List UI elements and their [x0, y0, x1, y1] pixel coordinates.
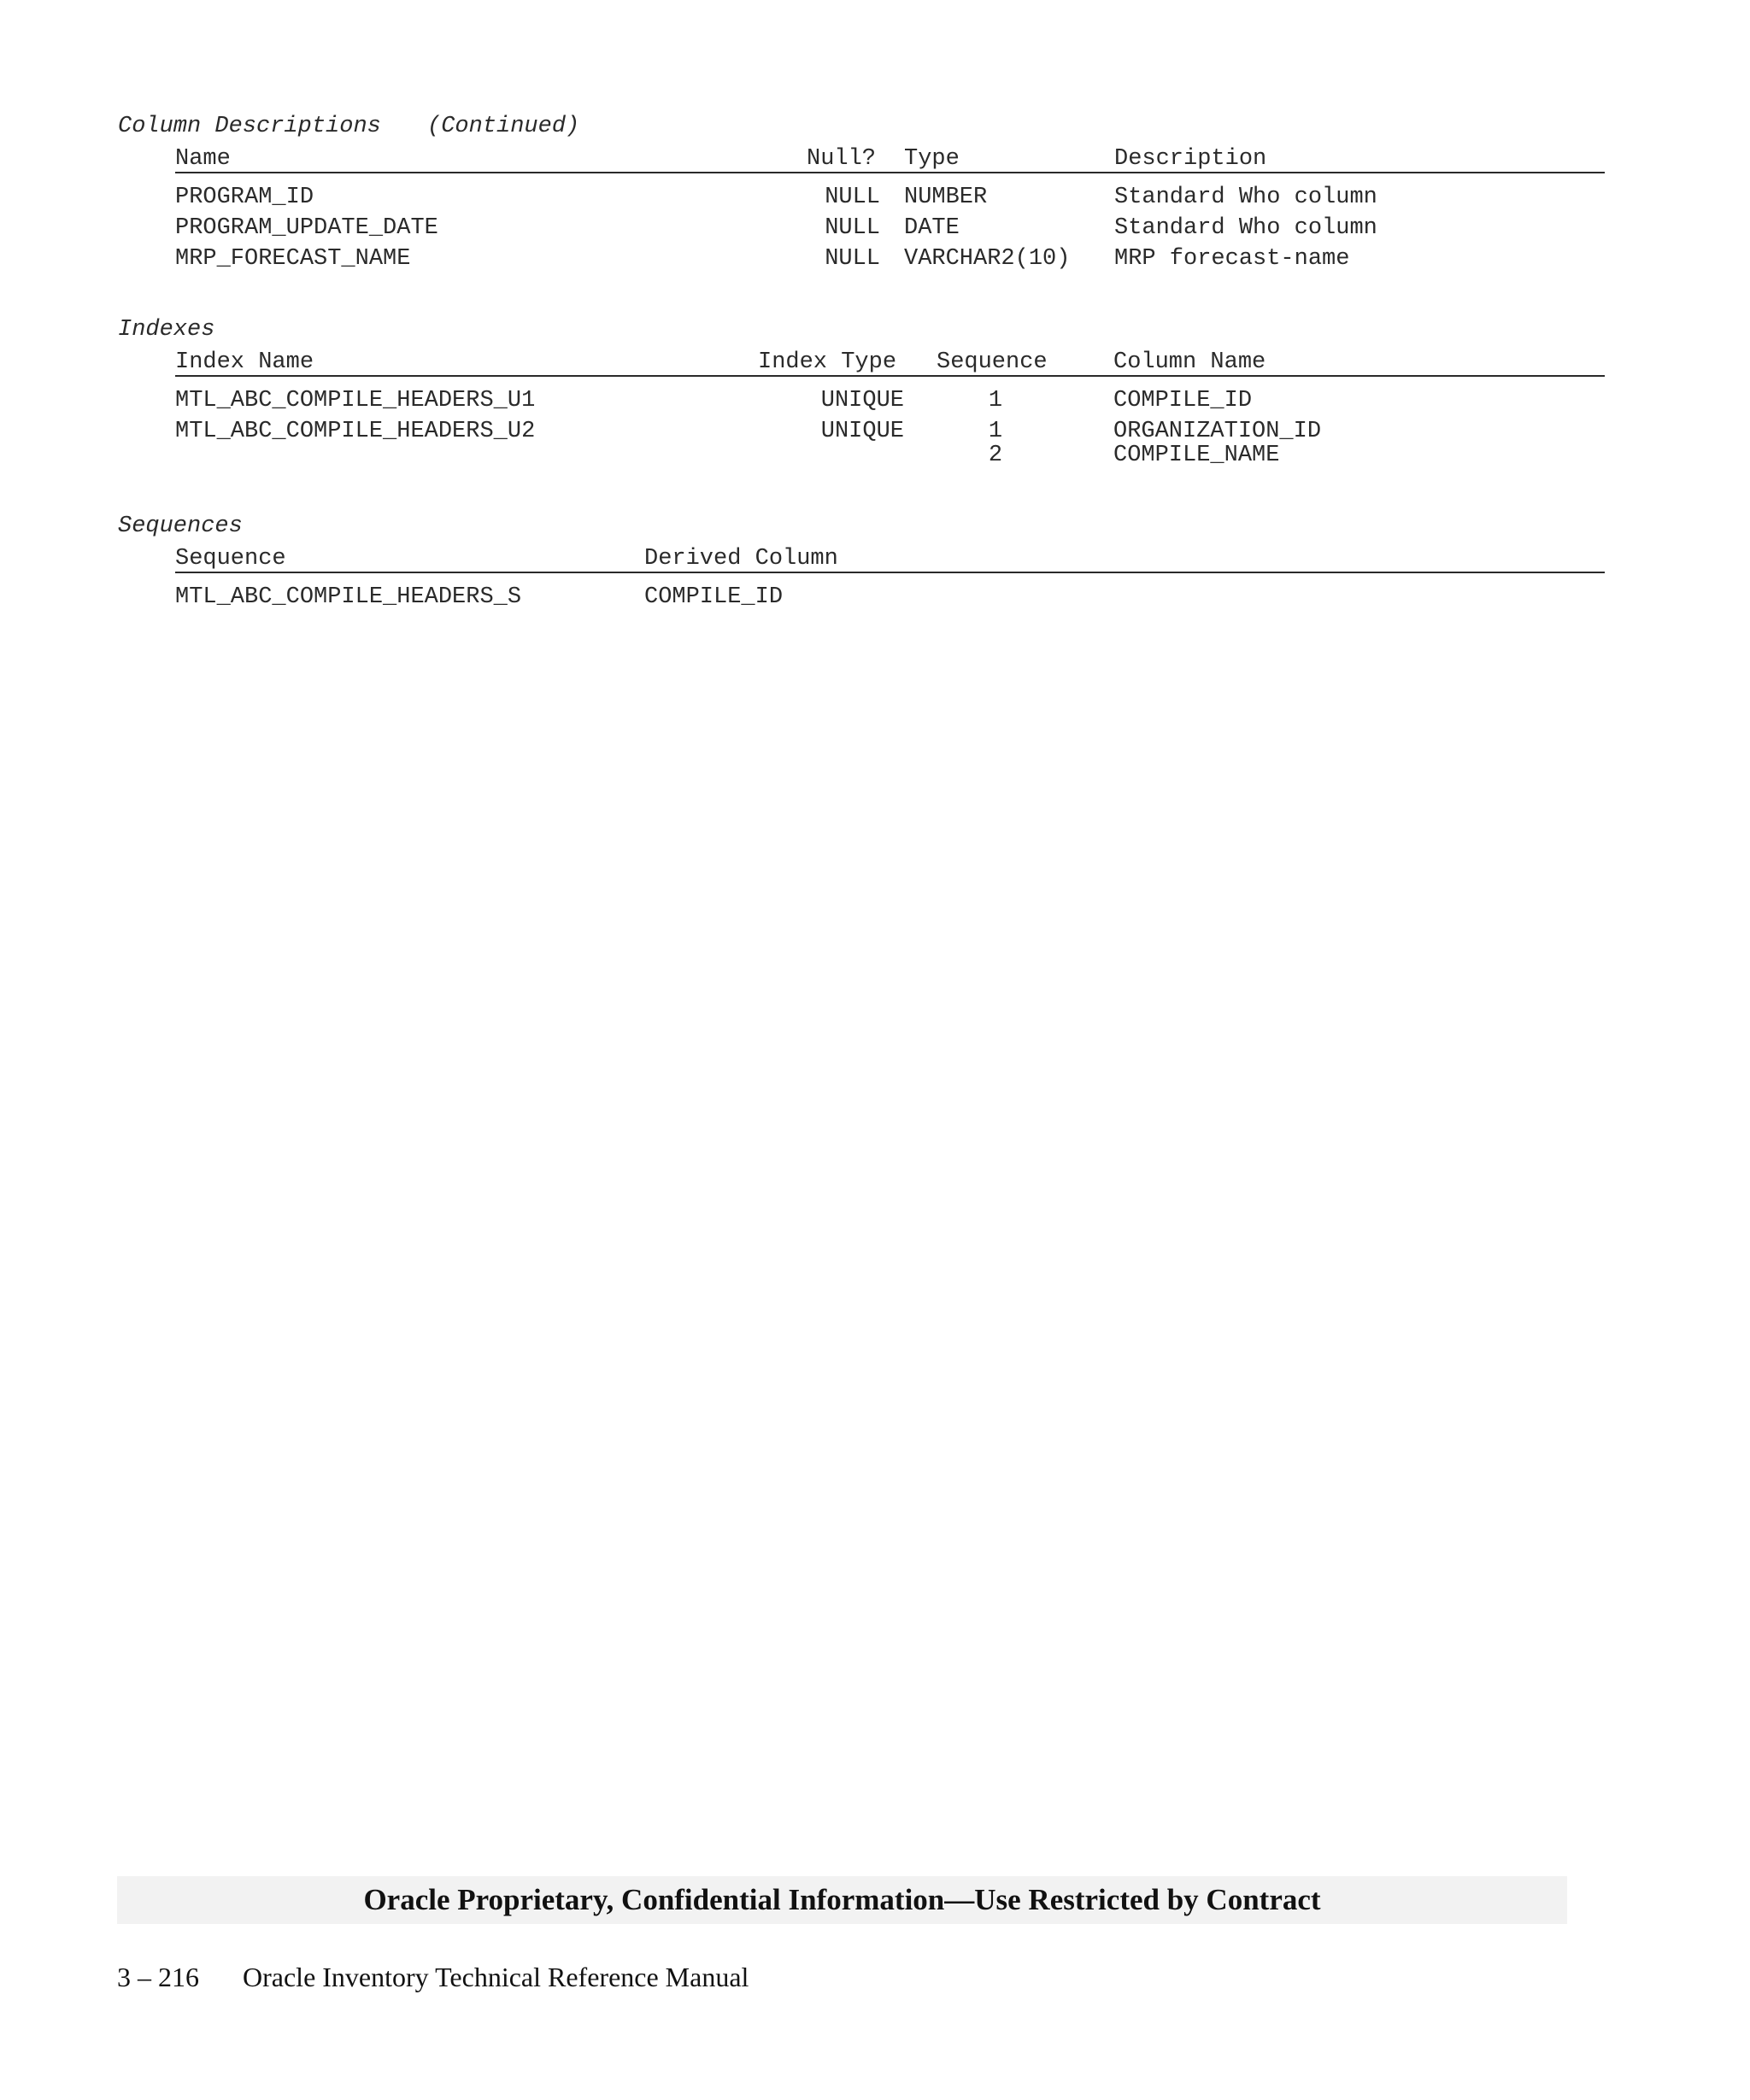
- column-header-derived-column: Derived Column: [644, 546, 838, 572]
- cell-type: DATE: [904, 215, 960, 241]
- column-header-description: Description: [1114, 146, 1267, 172]
- continued-label: (Continued): [427, 114, 580, 139]
- cell-column-name: ORGANIZATION_ID: [1113, 419, 1322, 444]
- cell-name: PROGRAM_UPDATE_DATE: [175, 215, 438, 241]
- cell-index-name: MTL_ABC_COMPILE_HEADERS_U1: [175, 388, 536, 414]
- cell-type: VARCHAR2(10): [904, 246, 1071, 272]
- header-rule: [175, 172, 1605, 173]
- column-header-type: Type: [904, 146, 960, 172]
- header-rule: [175, 375, 1605, 377]
- header-rule: [175, 572, 1605, 573]
- cell-sequence: 1: [988, 388, 1003, 414]
- cell-description: Standard Who column: [1114, 215, 1377, 241]
- column-header-column-name: Column Name: [1113, 349, 1266, 375]
- confidential-banner: Oracle Proprietary, Confidential Information––Use Restricted by Contract: [117, 1876, 1567, 1924]
- cell-type: NUMBER: [904, 185, 988, 210]
- manual-title: Oracle Inventory Technical Reference Manual: [243, 1962, 749, 1992]
- cell-column-name: COMPILE_ID: [1113, 388, 1253, 414]
- column-header-sequence: Sequence: [175, 546, 286, 572]
- cell-sequence: 2: [988, 443, 1003, 468]
- cell-derived-column: COMPILE_ID: [644, 584, 784, 610]
- section-heading-column-descriptions: Column Descriptions: [118, 114, 381, 139]
- column-header-index-type: Index Type: [758, 349, 897, 375]
- cell-null: NULL: [825, 215, 880, 241]
- cell-name: MRP_FORECAST_NAME: [175, 246, 411, 272]
- section-heading-indexes: Indexes: [118, 317, 215, 343]
- cell-description: MRP forecast-name: [1114, 246, 1350, 272]
- cell-column-name: COMPILE_NAME: [1113, 443, 1280, 468]
- cell-null: NULL: [825, 185, 880, 210]
- column-header-null: Null?: [807, 146, 877, 172]
- column-header-sequence: Sequence: [937, 349, 1048, 375]
- cell-description: Standard Who column: [1114, 185, 1377, 210]
- page-number: 3 – 216: [117, 1962, 199, 1992]
- section-heading-sequences: Sequences: [118, 513, 243, 539]
- cell-sequence: 1: [988, 419, 1003, 444]
- cell-index-type: UNIQUE: [820, 419, 904, 444]
- cell-null: NULL: [825, 246, 880, 272]
- cell-index-name: MTL_ABC_COMPILE_HEADERS_U2: [175, 419, 536, 444]
- column-header-index-name: Index Name: [175, 349, 314, 375]
- column-header-name: Name: [175, 146, 231, 172]
- cell-sequence: MTL_ABC_COMPILE_HEADERS_S: [175, 584, 522, 610]
- cell-index-type: UNIQUE: [820, 388, 904, 414]
- cell-name: PROGRAM_ID: [175, 185, 314, 210]
